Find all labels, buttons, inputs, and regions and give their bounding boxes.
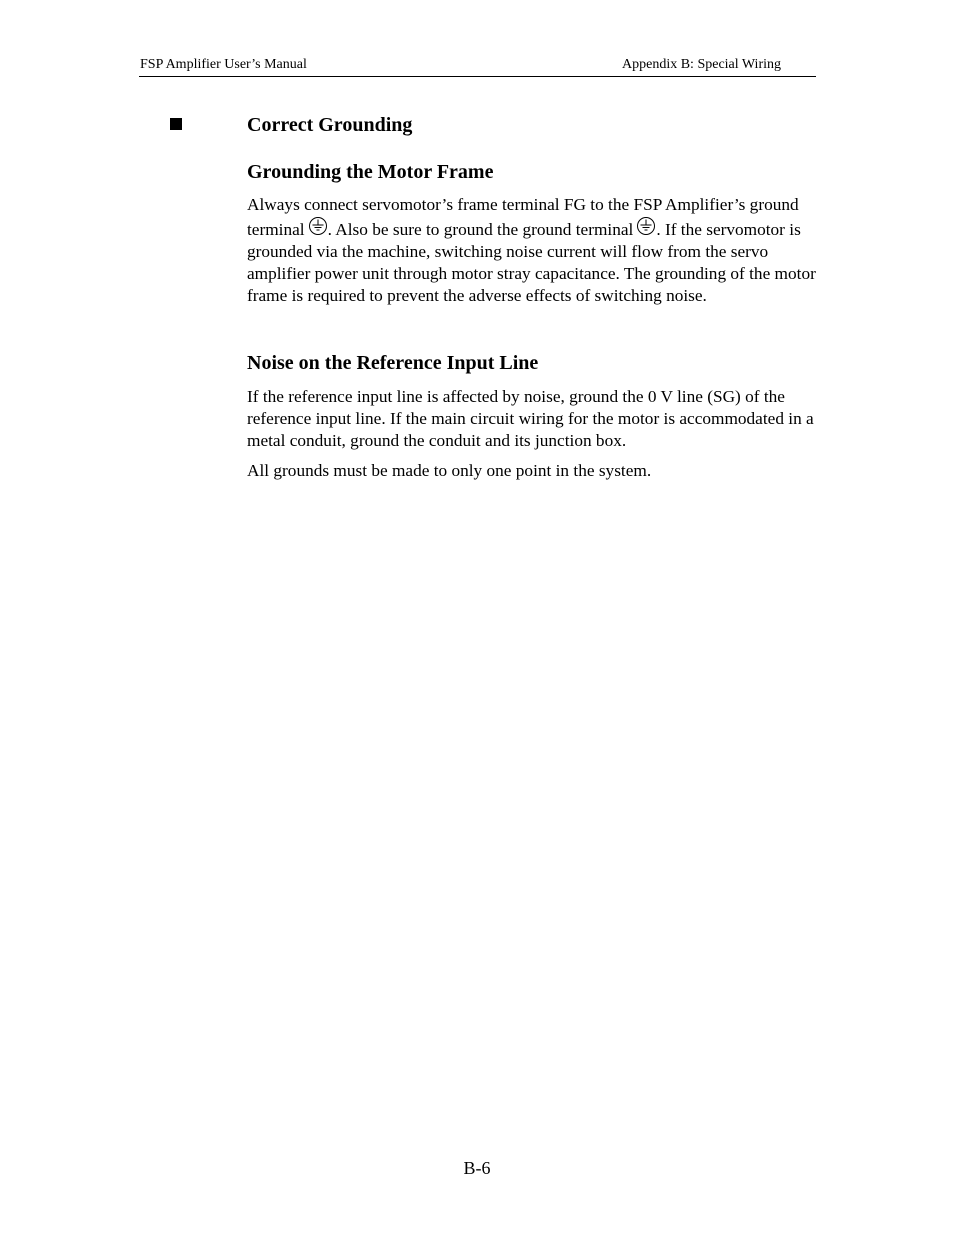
header-appendix-title: Appendix B: Special Wiring — [622, 57, 781, 72]
paragraph-motor-frame — [247, 194, 822, 307]
paragraph-reference-input-noise: If the reference input line is affected by noise, ground the 0 V line (SG) of the reference input line. If the main circuit wiring for the motor is accommodated in a metal conduit, ground the conduit and its junction box. — [247, 387, 814, 450]
filled-square-bullet-icon — [170, 118, 182, 130]
ground-terminal-icon — [308, 216, 328, 236]
section-title: Correct Grounding — [247, 114, 413, 136]
page-number: B-6 — [463, 1158, 491, 1178]
motor-frame-text-3: . If the servomotor is grounded via the machine, switching noise current will flow from the servo amplifier power unit through motor stray capacitance. The grounding of the motor frame is required to prevent the adverse effects of switching noise. — [247, 220, 816, 305]
heading-noise-reference-input: Noise on the Reference Input Line — [247, 352, 539, 374]
header-manual-title: FSP Amplifier User’s Manual — [140, 57, 307, 72]
heading-grounding-motor-frame: Grounding the Motor Frame — [247, 161, 494, 183]
running-header — [139, 56, 816, 77]
paragraph-single-point-grounding: All grounds must be made to only one point in the system. — [247, 461, 652, 480]
ground-terminal-icon — [636, 216, 656, 236]
motor-frame-text-2: . Also be sure to ground the ground terminal — [327, 220, 634, 239]
motor-frame-text-1: Always connect servomotor’s frame terminal FG to the FSP Amplifier’s ground terminal — [247, 195, 799, 239]
